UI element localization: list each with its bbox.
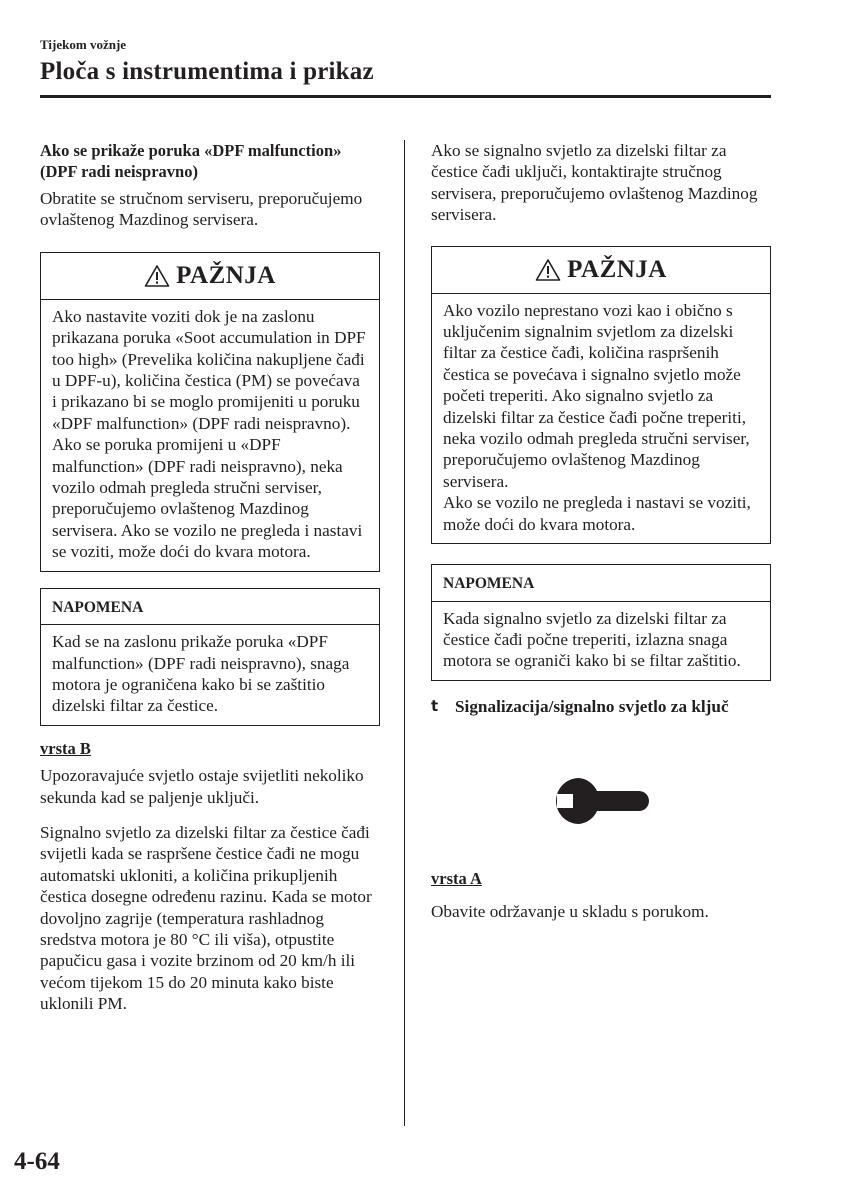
caution-body: Ako nastavite voziti dok je na zaslonu prikazana poruka «Soot accumulation in DPF too high» (Prevelika količina nakupljene čađi u DPF-u), količina čestica (PM) se povećava i prikazano bi se moglo promijeniti u poruku «DPF malfunction» (DPF radi neispravno). Ako se poruka promijeni u «DPF malfunction» (DPF radi neispravno), neka vozilo odmah pregleda stručni serviser, preporučujemo ovlaštenog Mazdinog servisera. Ako se vozilo ne pregleda i nastavi se voziti, može doći do kvara motora. (52, 306, 366, 562)
title-rule (40, 95, 771, 98)
right-caution-box (431, 246, 771, 544)
type-b-para-2: Signalno svjetlo za dizelski filtar za čestice čađi svijetli kada se raspršene čestice čađi ne mogu automatski ukloniti, a količina prikupljenih čestica dosegne određenu razinu. Kada se motor dovoljno zagrije (temperatura rashladnog sredstva motora je 80 °C ili viša), otpustite papučicu gasa i vozite brzinom od 20 km/h ili većom tijekom 15 do 20 minuta kako biste uklonili PM. (40, 822, 372, 1014)
left-column (40, 140, 380, 1015)
caution-header (432, 247, 770, 294)
warning-triangle-icon (535, 258, 561, 282)
column-divider (404, 140, 405, 1126)
type-a-para: Obavite održavanje u skladu s porukom. (431, 902, 709, 922)
right-note-box (431, 564, 771, 681)
left-note-box (40, 588, 380, 726)
section-heading-text: Signalizacija/signalno svjetlo za ključ (455, 696, 729, 716)
caution-body-part-1: Ako vozilo neprestano vozi kao i obično s uključenim signalnim svjetlom za dizelski filtar za čestice čađi, količina raspršenih čestica se povećava i signalno svjetlo može početi treperiti. Ako signalno svjetlo za dizelski filtar za čestice čađi počne treperiti, neka vozilo odmah pregleda stručni serviser, preporučujemo ovlaštenog Mazdinog servisera. (443, 300, 750, 491)
wrench-illustration (431, 718, 771, 868)
type-b-para-1: Upozoravajuće svjetlo ostaje svijetliti nekoliko sekunda kad se paljenje uključi. (40, 766, 364, 807)
caution-title: PAŽNJA (567, 255, 667, 283)
page-title: Ploča s instrumentima i prikaz (40, 58, 374, 85)
note-title: NAPOMENA (41, 589, 379, 625)
key-warning-section-heading (431, 695, 771, 718)
caution-body-part-2: Ako se vozilo ne pregleda i nastavi se voziti, može doći do kvara motora. (443, 493, 751, 534)
warning-triangle-icon (144, 264, 170, 288)
right-intro-text: Ako se signalno svjetlo za dizelski filtar za čestice čađi uključi, kontaktirajte stručnog servisera, preporučujemo ovlaštenog Mazdinog servisera. (431, 141, 758, 225)
note-body: Kad se na zaslonu prikaže poruka «DPF malfunction» (DPF radi neispravno), snaga motora je ograničena kako bi se zaštitio dizelski filtar za čestice. (52, 632, 350, 716)
section-bullet: t (431, 696, 439, 715)
dpf-malfunction-subhead: Ako se prikaže poruka «DPF malfunction» (DPF radi neispravno) (40, 141, 342, 181)
page-number: 4-64 (14, 1148, 60, 1175)
left-caution-box (40, 252, 380, 572)
caution-title: PAŽNJA (176, 262, 276, 290)
type-a-heading: vrsta A (431, 868, 482, 888)
wrench-icon (553, 776, 649, 826)
caution-body (432, 294, 770, 543)
right-column (431, 140, 771, 923)
section-label: Tijekom vožnje (40, 37, 127, 52)
left-intro-text: Obratite se stručnom serviseru, preporučujemo ovlaštenog Mazdinog servisera. (40, 189, 363, 230)
note-body: Kada signalno svjetlo za dizelski filtar za čestice čađi počne treperiti, izlazna snaga motora se ograniči kako bi se filtar zaštitio. (443, 608, 741, 671)
note-title: NAPOMENA (432, 565, 770, 601)
caution-header (41, 253, 379, 300)
type-b-heading: vrsta B (40, 738, 91, 758)
